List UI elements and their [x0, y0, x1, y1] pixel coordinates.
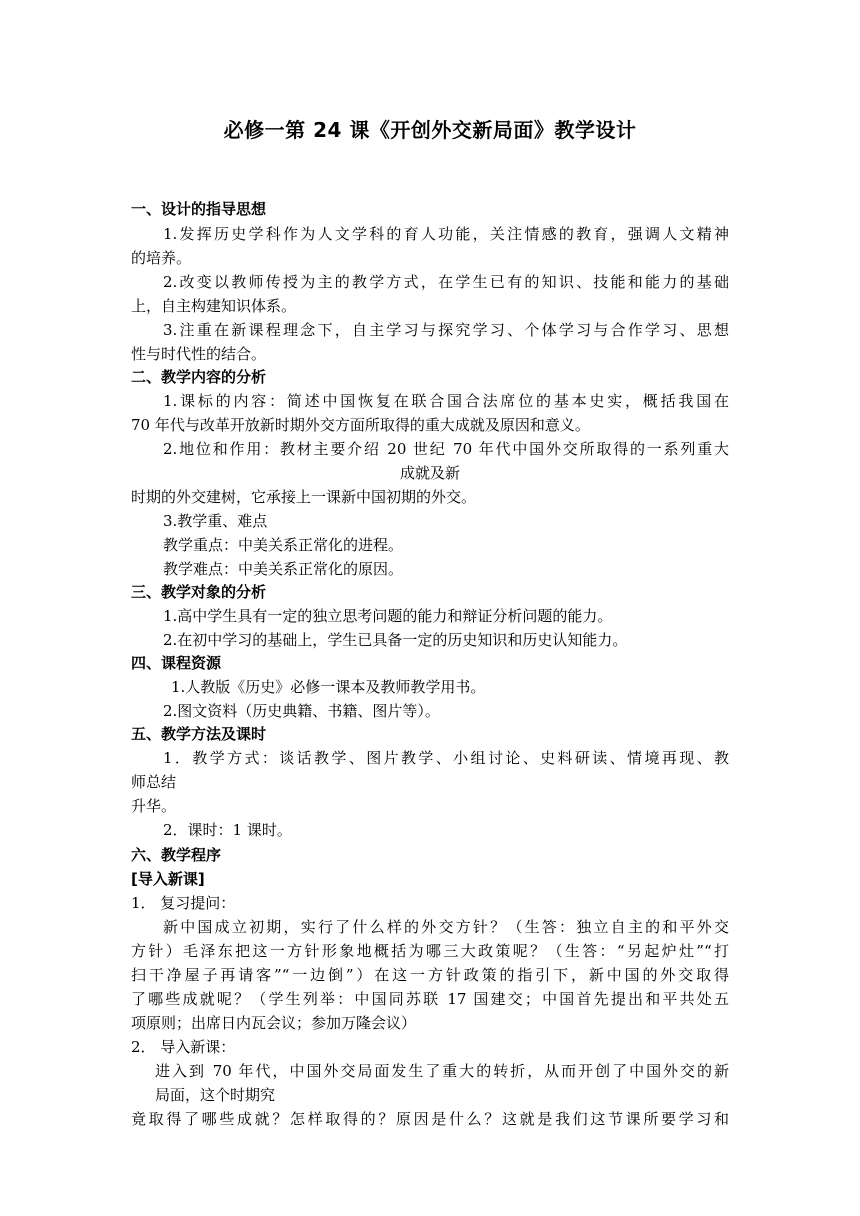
paragraph-line: 进入到 70 年代，中国外交局面发生了重大的转折，从而开创了中国外交的新: [155, 1062, 729, 1080]
paragraph-line: 方针）毛泽东把这一方针形象地概括为哪三大政策呢？（生答：“另起炉灶”“打: [131, 942, 729, 960]
paragraph-line: 70 年代与改革开放新时期外交方面所取得的重大成就及原因和意义。: [131, 416, 590, 434]
paragraph-line: 师总结: [131, 773, 177, 791]
paragraph-line: 的培养。: [131, 249, 192, 267]
section-heading-resources: 四、课程资源: [131, 654, 222, 672]
section-heading-methods: 五、教学方法及课时: [131, 725, 267, 743]
section-heading-student-analysis: 三、教学对象的分析: [131, 583, 267, 601]
paragraph-line: 2.改变以教师传授为主的教学方式，在学生已有的知识、技能和能力的基础: [163, 273, 729, 291]
paragraph-line: 了哪些成就呢？（学生列举：中国同苏联 17 国建交；中国首先提出和平共处五: [131, 990, 729, 1008]
paragraph-line: 教学难点：中美关系正常化的原因。: [163, 560, 404, 578]
paragraph-line: 时期的外交建树，它承接上一课新中国初期的外交。: [131, 488, 477, 506]
paragraph-line: 竟取得了哪些成就？怎样取得的？原因是什么？这就是我们这节课所要学习和: [131, 1110, 729, 1128]
paragraph-line: 1.人教版《历史》必修一课本及教师教学用书。: [171, 678, 486, 696]
paragraph-line: 2.在初中学习的基础上，学生已具备一定的历史知识和历史认知能力。: [163, 631, 628, 649]
list-item: 1． 复习提问：: [131, 894, 236, 912]
document-title: 必修一第 24 课《开创外交新局面》教学设计: [223, 118, 637, 142]
paragraph-line: 上，自主构建知识体系。: [131, 297, 297, 315]
paragraph-line: 扫干净屋子再请客”“一边倒”）在这一方针政策的指引下，新中国的外交取得: [131, 966, 729, 984]
subheading-intro: [导入新课]: [131, 870, 205, 888]
paragraph-line: 成就及新: [399, 464, 460, 482]
section-heading-procedure: 六、教学程序: [131, 846, 222, 864]
paragraph-line: 3.教学重、难点: [163, 512, 268, 530]
paragraph-line: 性与时代性的结合。: [131, 345, 267, 363]
section-heading-content-analysis: 二、教学内容的分析: [131, 368, 267, 386]
paragraph-line: 局面，这个时期究: [155, 1086, 276, 1104]
paragraph-line: 1.发挥历史学科作为人文学科的育人功能，关注情感的教育，强调人文精神: [163, 225, 729, 243]
list-item: 2． 导入新课：: [131, 1038, 236, 1056]
paragraph-line: 新中国成立初期，实行了什么样的外交方针？（生答：独立自主的和平外交: [163, 918, 729, 936]
paragraph-line: 3.注重在新课程理念下，自主学习与探究学习、个体学习与合作学习、思想: [163, 321, 729, 339]
paragraph-line: 1．教学方式：谈话教学、图片教学、小组讨论、史料研读、情境再现、教: [163, 749, 729, 767]
paragraph-line: 2.图文资料（历史典籍、书籍、图片等）。: [163, 702, 440, 720]
paragraph-line: 项原则；出席日内瓦会议；参加万隆会议）: [131, 1014, 417, 1032]
paragraph-line: 2．课时：1 课时。: [163, 821, 292, 839]
section-heading-guiding-thought: 一、设计的指导思想: [131, 200, 267, 218]
paragraph-line: 1.高中学生具有一定的独立思考问题的能力和辩证分析问题的能力。: [163, 607, 613, 625]
paragraph-line: 2.地位和作用：教材主要介绍 20 世纪 70 年代中国外交所取得的一系列重大: [163, 440, 729, 458]
paragraph-line: 教学重点：中美关系正常化的进程。: [163, 536, 404, 554]
paragraph-line: 1.课标的内容：简述中国恢复在联合国合法席位的基本史实，概括我国在: [163, 392, 729, 410]
paragraph-line: 升华。: [131, 797, 177, 815]
